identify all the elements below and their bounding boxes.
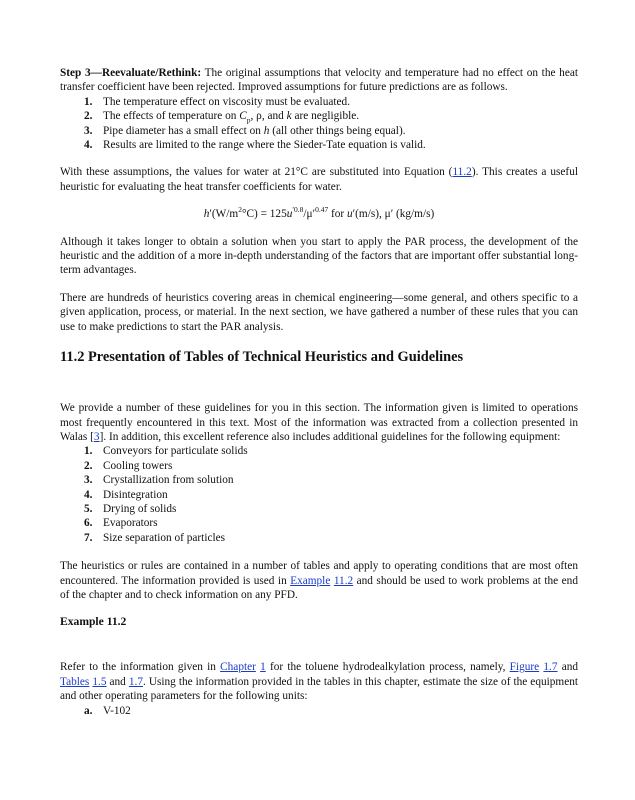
equation-link[interactable]: 11.2 bbox=[452, 166, 472, 179]
list-item bbox=[60, 444, 578, 458]
list-number: 2. bbox=[84, 110, 93, 123]
example-heading: Example 11.2 bbox=[60, 615, 127, 629]
list-item-text: , ρ, and bbox=[250, 110, 287, 123]
text-run: ]. In addition, this excellent reference also includes additional guidelines for the following equipment: bbox=[99, 430, 561, 443]
list-item-text: (all other things being equal). bbox=[269, 124, 406, 137]
text-run: . Using the information provided in the tables in this chapter, estimate the size of the equipment and other operating parameters for the following units: bbox=[60, 675, 578, 703]
text-run: for the toluene hydrodealkylation process, namely, bbox=[265, 661, 510, 674]
list-item-text: Drying of solids bbox=[103, 502, 177, 515]
eq-var-u: u bbox=[286, 208, 293, 221]
units-list bbox=[60, 704, 578, 718]
text-run: ). This creates a useful heuristic for evaluating the heat transfer coefficients for water. bbox=[60, 166, 578, 193]
list-item-text: Conveyors for particulate solids bbox=[103, 445, 248, 458]
list-item-text: The temperature effect on viscosity must be evaluated. bbox=[103, 95, 350, 108]
list-item bbox=[60, 473, 578, 487]
document-page bbox=[60, 66, 578, 718]
list-item bbox=[60, 138, 578, 152]
list-item-text: Disintegration bbox=[103, 488, 168, 501]
text-run: Refer to the information given in bbox=[60, 661, 221, 674]
heuristic-equation bbox=[60, 207, 578, 221]
figure-link[interactable]: Figure bbox=[509, 661, 540, 674]
text-run: The heuristics or rules are contained in a number of tables and apply to operating conditions that are most often encountered. The information provided is used in bbox=[60, 560, 578, 587]
list-number: 7. bbox=[84, 531, 93, 544]
list-item-text: Crystallization from solution bbox=[103, 474, 234, 487]
eq-var-u: u bbox=[347, 208, 353, 221]
eq-text: for bbox=[328, 208, 348, 221]
rules-paragraph bbox=[60, 559, 578, 602]
guidelines-paragraph bbox=[60, 401, 578, 444]
list-number: 1. bbox=[84, 95, 93, 108]
table-1-5-link[interactable]: 1.5 bbox=[92, 675, 107, 688]
step3-paragraph bbox=[60, 66, 578, 95]
equipment-list bbox=[60, 444, 578, 545]
list-number: 3. bbox=[84, 124, 93, 137]
list-item bbox=[60, 704, 578, 718]
variable-k: k bbox=[286, 110, 292, 123]
variable-c: C bbox=[239, 110, 247, 123]
list-item-text: Cooling towers bbox=[103, 459, 173, 472]
list-number: 6. bbox=[84, 517, 93, 530]
list-item-text: The effects of temperature on bbox=[103, 110, 240, 123]
par-process-paragraph: Although it takes longer to obtain a solution when you start to apply the PAR process, the development of the heuristic and the addition of a more in-depth understanding of the factors that are important offer substantial long-term advantages. bbox=[60, 235, 578, 277]
eq-sup: 2 bbox=[238, 205, 242, 215]
variable-h: h bbox=[263, 124, 270, 137]
text-run: and should be used to work problems at the end of the chapter and to check information on any PFD. bbox=[60, 574, 578, 601]
eq-text: ′(m/s), μ′ (kg/m/s) bbox=[352, 208, 435, 221]
list-item bbox=[60, 531, 578, 545]
text-run: and bbox=[557, 661, 579, 674]
list-item bbox=[60, 124, 578, 138]
list-number: 3. bbox=[84, 474, 93, 487]
list-item bbox=[60, 109, 578, 123]
list-item bbox=[60, 516, 578, 530]
step3-text: The original assumptions that velocity and temperature had no effect on the heat transfer coefficient have been rejected. Improved assumptions for future predictions are as follows. bbox=[60, 67, 578, 94]
list-item-text: are negligible. bbox=[291, 110, 360, 123]
assumptions-paragraph bbox=[60, 165, 578, 194]
eq-text: /μ′ bbox=[303, 208, 316, 221]
figure-number-link[interactable]: 1.7 bbox=[543, 661, 558, 674]
chapter-link[interactable]: Chapter bbox=[220, 661, 256, 674]
heuristics-paragraph: There are hundreds of heuristics covering areas in chemical engineering—some general, and others specific to a given application, process, or material. In the next section, we have gathered a number of these rules that you can use to make predictions to start the PAR analysis. bbox=[60, 291, 578, 333]
list-item-text: Evaporators bbox=[103, 517, 158, 530]
list-number: 4. bbox=[84, 488, 93, 501]
assumptions-list bbox=[60, 95, 578, 153]
text-run: We provide a number of these guidelines for you in this section. The information given is limited to operations most frequently encountered in this text. Most of the information was extracted from a collection presented in Walas [ bbox=[60, 402, 578, 443]
eq-sup: ′0.8 bbox=[292, 205, 304, 215]
list-number: 2. bbox=[84, 459, 93, 472]
text-run: and bbox=[106, 675, 129, 688]
eq-text: ′(W/m bbox=[209, 208, 239, 221]
example-paragraph bbox=[60, 660, 578, 703]
text-run: With these assumptions, the values for water at 21°C are substituted into Equation ( bbox=[60, 166, 453, 179]
subscript-p: p bbox=[246, 115, 251, 125]
step3-label: Step 3—Reevaluate/Rethink: bbox=[60, 67, 202, 79]
reference-link[interactable]: 3 bbox=[93, 430, 100, 443]
chapter-number-link[interactable]: 1 bbox=[260, 661, 266, 674]
list-item bbox=[60, 459, 578, 473]
eq-text: °C) = 125 bbox=[241, 208, 287, 221]
example-number-link[interactable]: 11.2 bbox=[333, 574, 354, 587]
eq-sup: 0.47 bbox=[315, 205, 329, 215]
list-letter: a. bbox=[84, 704, 93, 717]
list-item-text: Pipe diameter has a small effect on bbox=[103, 124, 264, 137]
table-1-7-link[interactable]: 1.7 bbox=[128, 675, 143, 688]
list-number: 4. bbox=[84, 139, 93, 152]
example-link[interactable]: Example bbox=[290, 574, 331, 587]
list-item bbox=[60, 502, 578, 516]
list-number: 5. bbox=[84, 502, 93, 515]
section-heading: 11.2 Presentation of Tables of Technical Heuristics and Guidelines bbox=[60, 349, 464, 366]
list-item-text: V-102 bbox=[103, 704, 131, 717]
list-item bbox=[60, 488, 578, 502]
eq-var-h: h bbox=[203, 208, 210, 221]
list-item-text: Size separation of particles bbox=[103, 531, 226, 544]
list-number: 1. bbox=[84, 445, 93, 458]
list-item-text: Results are limited to the range where the Sieder-Tate equation is valid. bbox=[103, 139, 426, 152]
list-item bbox=[60, 95, 578, 109]
tables-link[interactable]: Tables bbox=[60, 675, 90, 688]
